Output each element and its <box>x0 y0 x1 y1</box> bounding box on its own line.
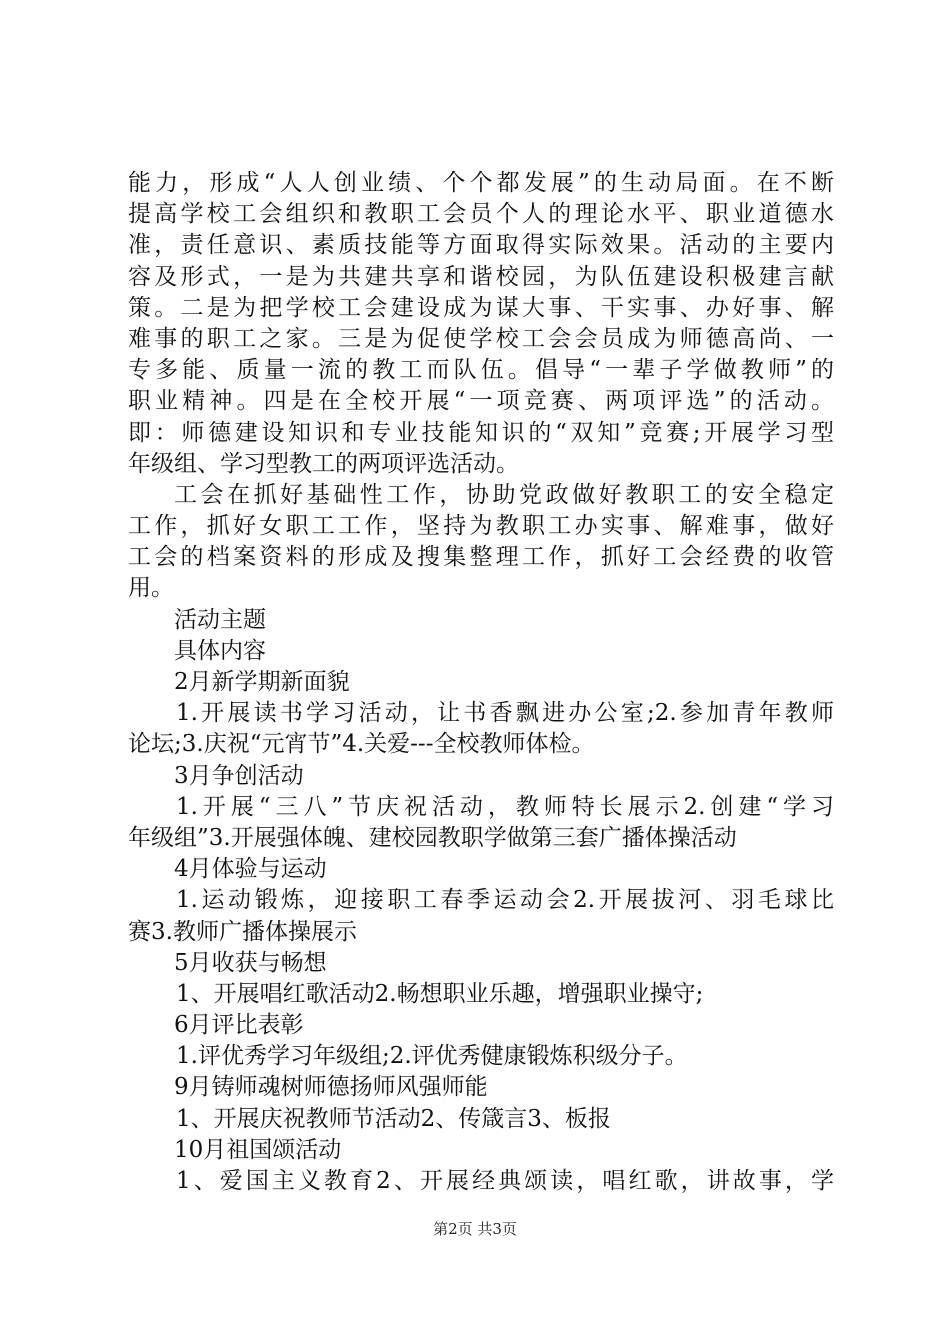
activity-line: 赛3.教师广播体操展示 <box>128 918 357 945</box>
month-heading: 4月体验与运动 <box>174 856 327 883</box>
paragraph-line: 工会的档案资料的形成及搜集整理工作，抓好工会经费的收管 <box>128 544 834 571</box>
paragraph-line: 用。 <box>128 575 174 602</box>
paragraph-line: 提高学校工会组织和教职工会员个人的理论水平、职业道德水 <box>128 201 834 228</box>
activity-line: 1.开展“三八”节庆祝活动，教师特长展示2.创建“学习 <box>176 793 834 820</box>
paragraph-line: 年级组、学习型教工的两项评选活动。 <box>128 450 519 477</box>
paragraph-line: 策。二是为把学校工会建设成为谋大事、干实事、办好事、解 <box>128 294 834 321</box>
activity-line: 1.运动锻炼，迎接职工春季运动会2.开展拔河、羽毛球比 <box>176 887 834 914</box>
paragraph-line: 容及形式，一是为共建共享和谐校园，为队伍建设积极建言献 <box>128 263 834 290</box>
paragraph-line: 工作，抓好女职工工作，坚持为教职工办实事、解难事，做好 <box>128 513 834 540</box>
paragraph-line: 难事的职工之家。三是为促使学校工会会员成为师德高尚、一 <box>128 325 834 352</box>
paragraph-line: 工会在抓好基础性工作，协助党政做好教职工的安全稳定 <box>174 481 834 508</box>
paragraph-line: 专多能、质量一流的教工而队伍。倡导“一辈子学做教师”的 <box>128 357 834 384</box>
activity-line: 1、爱国主义教育2、开展经典颂读，唱红歌，讲故事，学 <box>176 1168 834 1194</box>
paragraph-line: 即：师德建设知识和专业技能知识的“双知”竞赛;开展学习型 <box>128 419 834 446</box>
month-heading: 10月祖国颂活动 <box>174 1136 342 1163</box>
section-heading: 活动主题 <box>174 606 266 633</box>
activity-line: 1.开展读书学习活动，让书香飘进办公室;2.参加青年教师 <box>176 700 834 727</box>
month-heading: 6月评比表彰 <box>174 1012 304 1039</box>
activity-line: 1.评优秀学习年级组;2.评优秀健康锻炼积级分子。 <box>176 1043 688 1070</box>
page-number: 第2页 共3页 <box>433 1220 517 1238</box>
body-text <box>128 168 834 1197</box>
paragraph-line: 能力，形成“人人创业绩、个个都发展”的生动局面。在不断 <box>128 170 834 196</box>
month-heading: 9月铸师魂树师德扬师风强师能 <box>174 1074 488 1101</box>
month-heading: 2月新学期新面貌 <box>174 669 350 695</box>
month-heading: 5月收获与畅想 <box>174 949 327 976</box>
paragraph-line: 职业精神。四是在全校开展“一项竞赛、两项评选”的活动。 <box>128 388 834 415</box>
activity-line: 1、开展唱红歌活动2.畅想职业乐趣，增强职业操守; <box>176 980 704 1007</box>
month-heading: 3月争创活动 <box>174 762 304 789</box>
activity-line: 1、开展庆祝教师节活动2、传箴言3、板报 <box>176 1105 611 1132</box>
paragraph-line: 准，责任意识、素质技能等方面取得实际效果。活动的主要内 <box>128 232 834 259</box>
section-heading: 具体内容 <box>174 637 266 664</box>
activity-line: 年级组”3.开展强体魄、建校园教职学做第三套广播体操活动 <box>128 824 737 851</box>
activity-line: 论坛;3.庆祝“元宵节”4.关爱---全校教师体检。 <box>128 731 595 758</box>
